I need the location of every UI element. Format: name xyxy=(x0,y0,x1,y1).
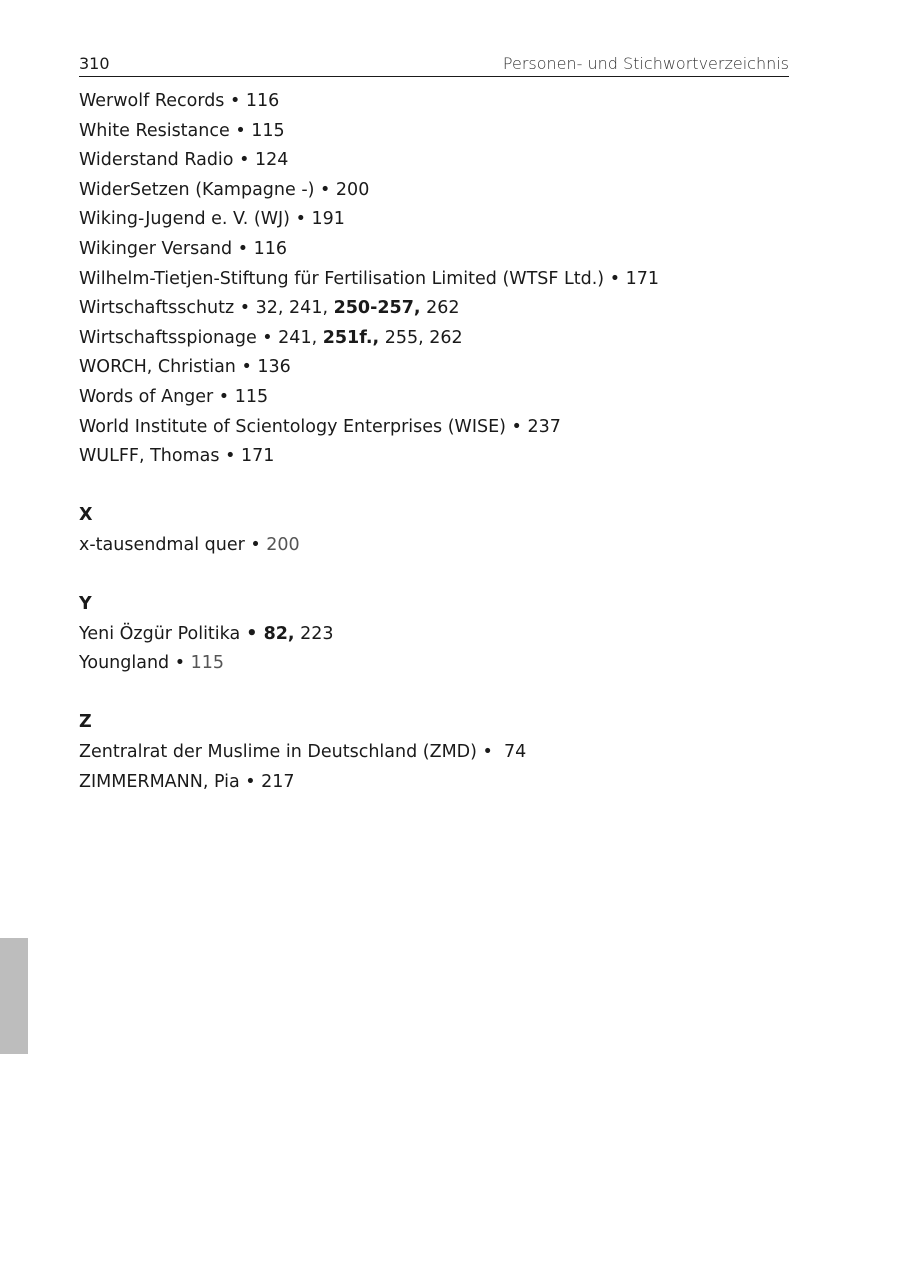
index-block-z xyxy=(79,738,799,797)
index-term: World Institute of Scientology Enterprises (WISE) xyxy=(79,416,506,437)
index-block-w xyxy=(79,87,799,472)
bullet-separator: • xyxy=(256,327,279,348)
index-block-y xyxy=(79,620,799,679)
page-reference: 237 xyxy=(527,416,561,437)
bullet-separator: • xyxy=(219,446,241,467)
bullet-separator: • xyxy=(229,120,252,141)
page-reference: 262 xyxy=(420,298,460,319)
index-entry xyxy=(79,235,799,265)
index-term: WULFF, Thomas xyxy=(79,446,220,467)
index-term: Wiking-Jugend e. V. (WJ) xyxy=(79,209,291,230)
index-term: Wirtschaftsspionage xyxy=(79,327,257,348)
index-term: Wilhelm-Tietjen-Stiftung für Fertilisation Limited (WTSF Ltd.) xyxy=(79,268,605,289)
page-reference: 200 xyxy=(335,179,370,200)
index-entry xyxy=(79,176,799,206)
index-entry xyxy=(79,294,799,324)
index-term: ZIMMERMANN, Pia xyxy=(79,771,240,792)
index-entry xyxy=(79,205,799,235)
index-term: Youngland xyxy=(79,653,170,674)
page-reference: 241, xyxy=(278,327,323,348)
page-reference: 82, xyxy=(263,623,295,644)
index-entry xyxy=(79,87,799,117)
page-reference: 223 xyxy=(294,623,334,644)
index-term: White Resistance xyxy=(79,120,230,141)
page-reference: 251f., xyxy=(322,327,380,348)
bullet-separator: • xyxy=(224,91,246,111)
section-gap xyxy=(79,679,799,709)
index-term: Words of Anger xyxy=(79,386,214,407)
page-number: 310 xyxy=(79,54,110,73)
page-reference: 171 xyxy=(625,268,659,289)
index-term: Widerstand Radio xyxy=(79,150,234,171)
index-term: Wikinger Versand xyxy=(79,238,233,259)
section-gap xyxy=(79,472,799,502)
page-reference: 191 xyxy=(311,209,345,230)
page-reference: 250-257, xyxy=(333,298,421,319)
bullet-separator: • xyxy=(213,386,235,407)
index-entry xyxy=(79,531,799,561)
index-entry xyxy=(79,649,799,679)
bullet-separator: • xyxy=(235,357,258,378)
index-entry xyxy=(79,117,799,147)
index-entry xyxy=(79,620,799,650)
bullet-separator: • xyxy=(314,179,336,200)
bullet-separator: • xyxy=(505,416,528,437)
page-reference: 32, 241, xyxy=(255,298,334,319)
bullet-separator: • xyxy=(476,742,504,763)
index-entry xyxy=(79,353,799,383)
bullet-separator: • xyxy=(234,298,256,319)
index-block-x xyxy=(79,531,799,561)
bullet-separator: • xyxy=(604,268,626,289)
page-reference: 74 xyxy=(504,742,527,763)
index-term: Yeni Özgür Politika xyxy=(79,623,241,644)
running-head-title: Personen- und Stichwortverzeichnis xyxy=(502,54,789,73)
bullet-separator: • xyxy=(233,150,255,171)
bullet-separator: • xyxy=(290,209,312,230)
page-reference: 217 xyxy=(261,771,295,792)
thumb-index-tab xyxy=(0,938,28,1054)
bullet-separator: • xyxy=(244,534,267,555)
index-term: Werwolf Records xyxy=(79,91,225,111)
index-entry xyxy=(79,383,799,413)
index-entry xyxy=(79,146,799,176)
index-term: WORCH, Christian xyxy=(79,357,236,378)
index-term: Zentralrat der Muslime in Deutschland (ZMD) xyxy=(79,742,477,763)
section-letter-x: X xyxy=(79,505,93,526)
page-reference: 115 xyxy=(251,120,285,141)
page-reference: 116 xyxy=(245,91,280,111)
bullet-separator: • xyxy=(232,238,254,259)
index-term: WiderSetzen (Kampagne -) xyxy=(79,179,315,200)
page-reference: 124 xyxy=(254,150,289,171)
section-letter-y: Y xyxy=(79,594,92,615)
page-reference: 200 xyxy=(266,534,300,555)
index-entry xyxy=(79,324,799,354)
index-entry xyxy=(79,265,799,295)
page-reference: 115 xyxy=(234,386,269,407)
index-entry xyxy=(79,738,799,768)
bullet-separator: • xyxy=(239,771,262,792)
bullet-separator: • xyxy=(169,653,191,674)
page-reference: 115 xyxy=(190,653,225,674)
bullet-separator: • xyxy=(240,623,264,644)
index-entry xyxy=(79,413,799,443)
index-entry xyxy=(79,768,799,798)
index-term: x-tausendmal quer xyxy=(79,534,245,555)
page-reference: 171 xyxy=(240,446,275,467)
index-term: Wirtschaftsschutz xyxy=(79,298,235,319)
section-gap xyxy=(79,561,799,591)
index-content xyxy=(79,87,799,797)
section-letter-z: Z xyxy=(79,712,92,733)
page-reference: 255, 262 xyxy=(379,327,463,348)
running-header xyxy=(79,52,789,77)
page-reference: 136 xyxy=(257,357,291,378)
index-entry xyxy=(79,442,799,472)
page-reference: 116 xyxy=(253,238,287,259)
